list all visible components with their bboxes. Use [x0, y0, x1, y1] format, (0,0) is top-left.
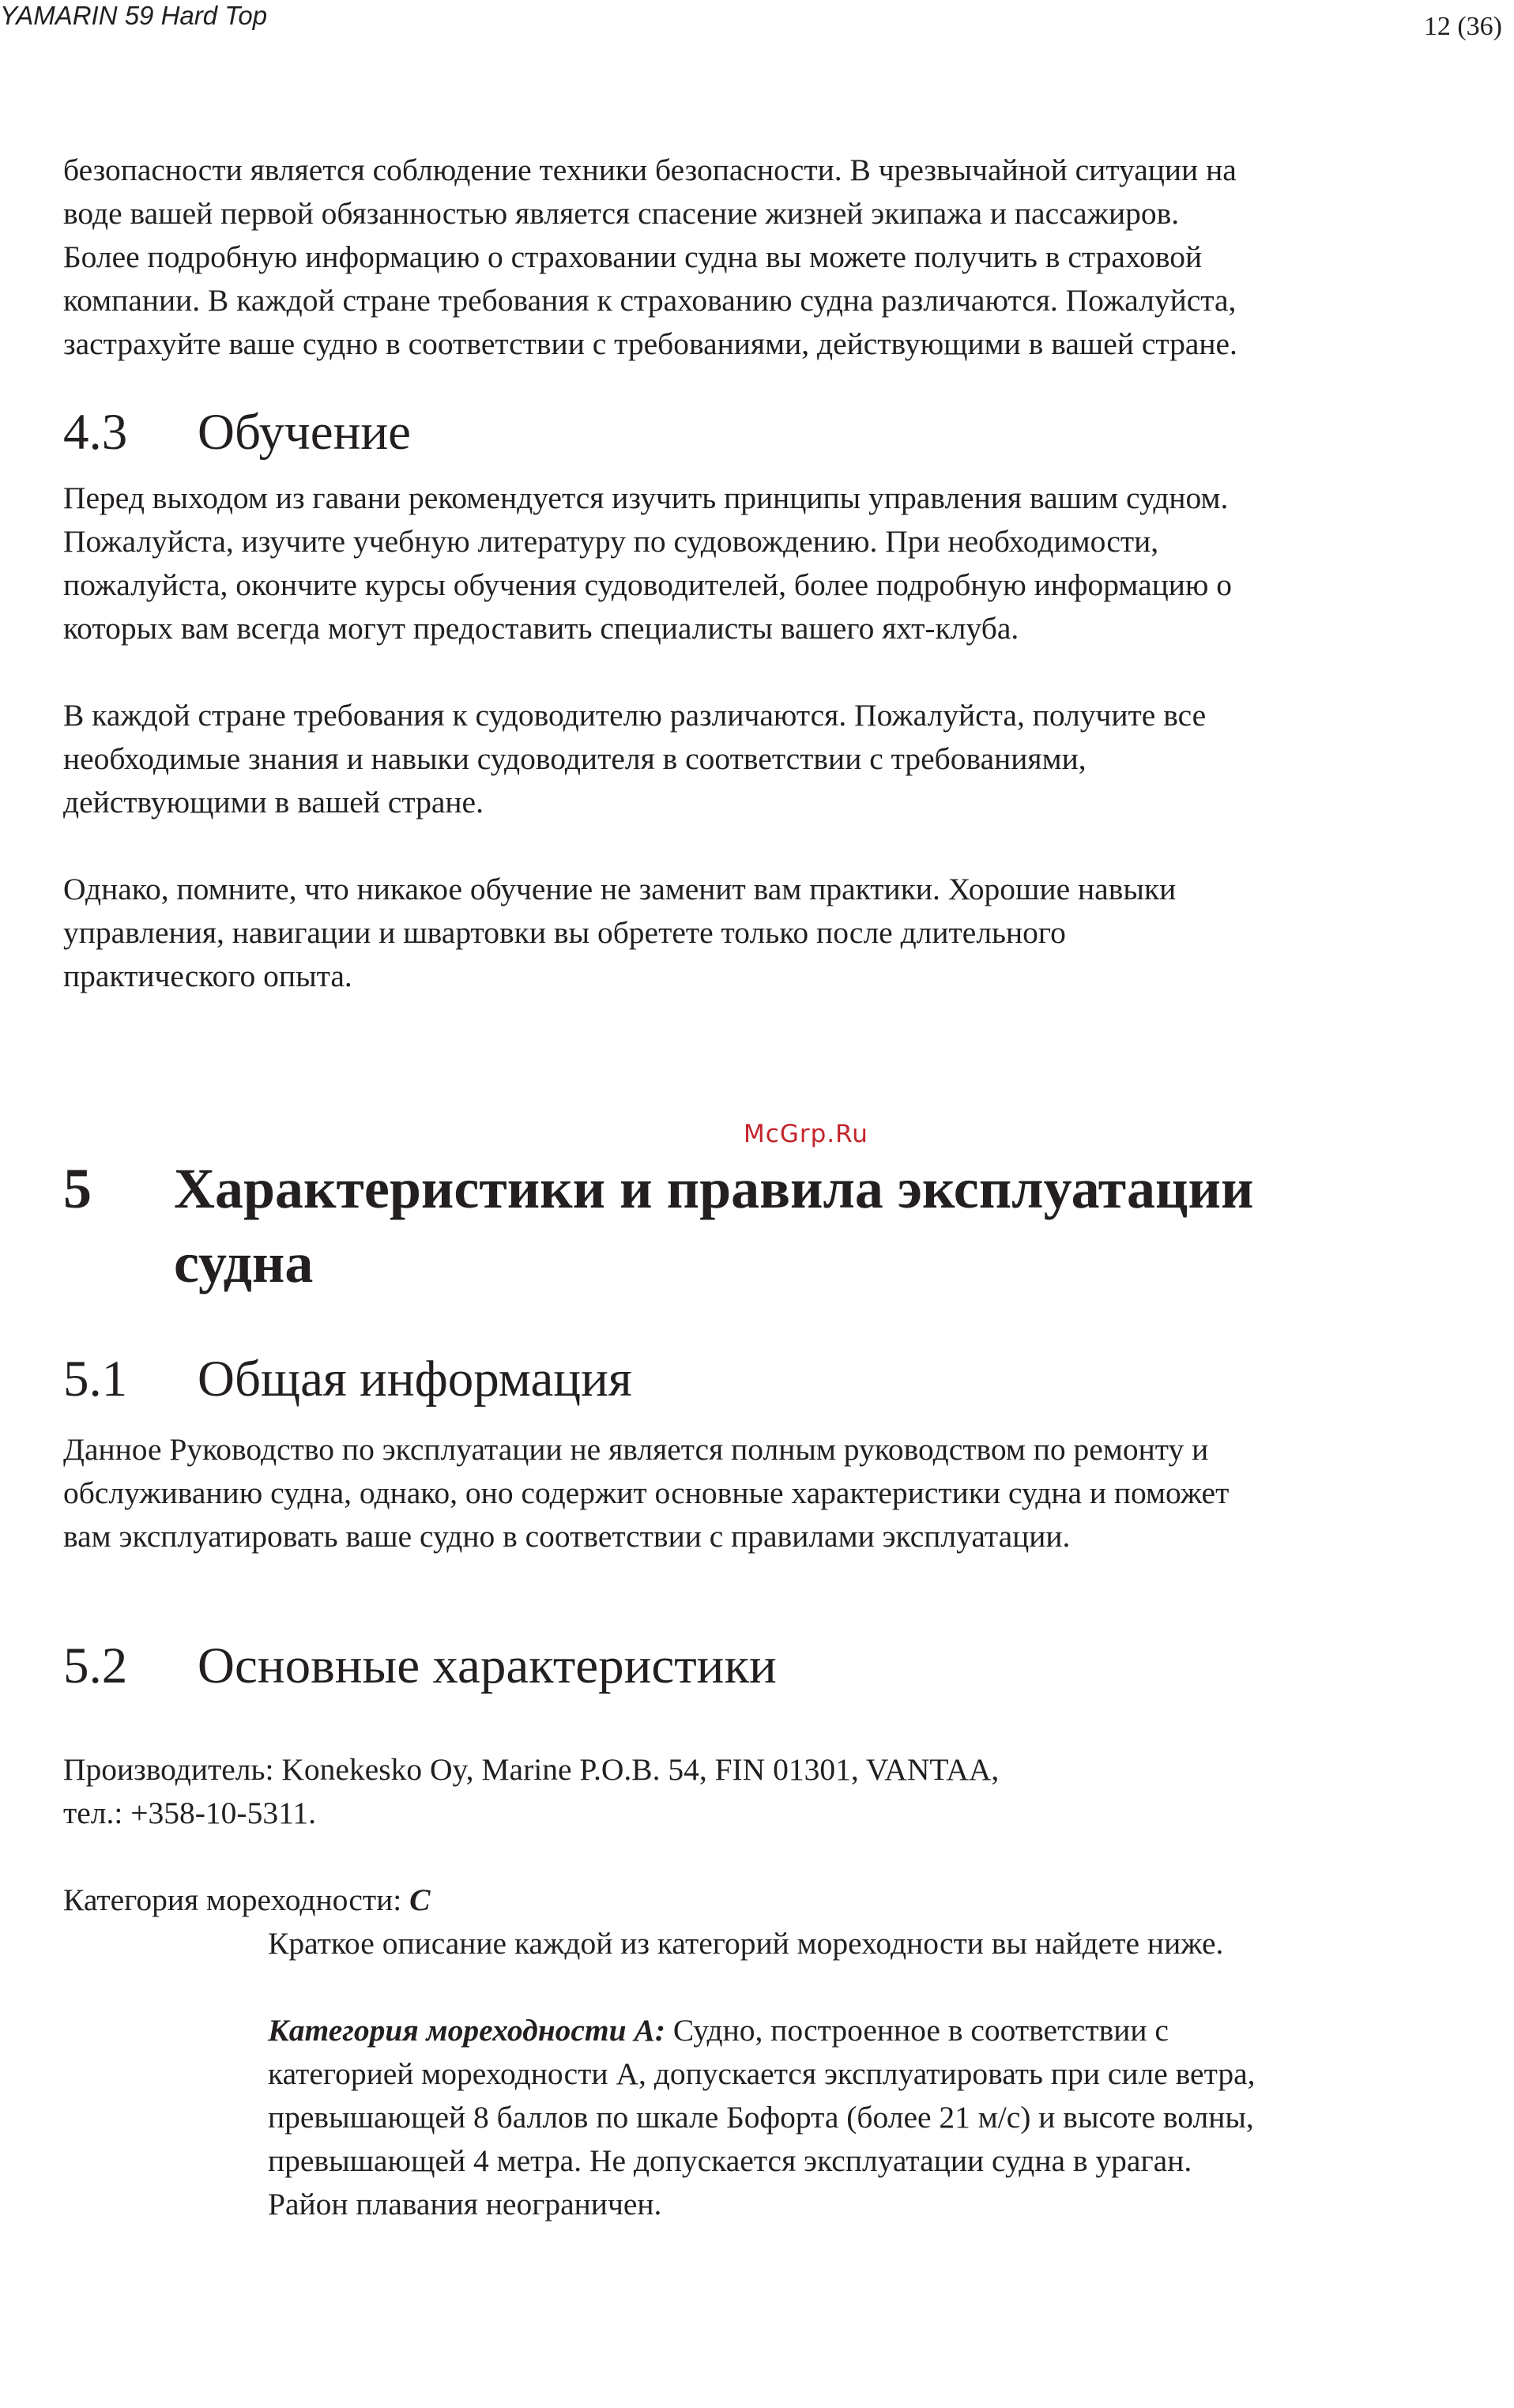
section-title: Общая информация — [198, 1351, 632, 1407]
text-line: категорией мореходности А, допускается эксплуатировать при силе ветра, — [268, 2056, 1256, 2091]
text-line: компании. В каждой стране требования к страхованию судна различаются. Пожалуйста, — [63, 283, 1237, 318]
section-heading-5-1 — [63, 1347, 1501, 1411]
section-heading-4-3 — [63, 401, 1501, 464]
chapter-heading-5 — [63, 1151, 1501, 1300]
document-title: YAMARIN 59 Hard Top — [0, 1, 268, 30]
phone-line: тел.: +358-10-5311. — [63, 1796, 316, 1830]
text-line: пожалуйста, окончите курсы обучения судоводителей, более подробную информацию о — [63, 567, 1233, 602]
category-a-description — [268, 2009, 1501, 2226]
section-title: Основные характеристики — [198, 1637, 777, 1694]
text-line: Данное Руководство по эксплуатации не является полным руководством по ремонту и — [63, 1432, 1209, 1467]
category-note: Краткое описание каждой из категорий мореходности вы найдете ниже. — [268, 1926, 1224, 1961]
text-line: практического опыта. — [63, 959, 352, 993]
text-line: застрахуйте ваше судно в соответствии с требованиями, действующими в вашей стране. — [63, 326, 1237, 361]
text-line: действующими в вашей стране. — [63, 785, 484, 820]
section-number: 4.3 — [63, 404, 128, 461]
text-line: обслуживанию судна, однако, оно содержит основные характеристики судна и поможет — [63, 1475, 1230, 1510]
text-line: Однако, помните, что никакое обучение не заменит вам практики. Хорошие навыки — [63, 872, 1177, 906]
text-line: Перед выходом из гавани рекомендуется изучить принципы управления вашим судном. — [63, 480, 1229, 515]
training-paragraph-2 — [63, 694, 1501, 824]
text-line: воде вашей первой обязанностью является спасение жизней экипажа и пассажиров. — [63, 196, 1180, 231]
section-heading-5-2 — [63, 1634, 1501, 1698]
training-paragraph-3 — [63, 868, 1501, 998]
seaworthiness-category — [63, 1879, 1501, 1922]
training-paragraph-1 — [63, 477, 1501, 650]
chapter-number: 5 — [63, 1157, 92, 1220]
section-title: Обучение — [198, 404, 411, 461]
text-line: превышающей 4 метра. Не допускается эксплуатации судна в ураган. — [268, 2143, 1192, 2178]
watermark-link[interactable]: McGrp.Ru — [744, 1120, 868, 1148]
section-number: 5.1 — [63, 1351, 128, 1407]
section-number: 5.2 — [63, 1637, 128, 1694]
category-a-label: Категория мореходности A: — [268, 2013, 665, 2048]
category-value: C — [409, 1882, 431, 1917]
chapter-title-line: Характеристики и правила эксплуатации — [174, 1157, 1254, 1220]
chapter-title-line: судна — [174, 1231, 314, 1294]
text-line: которых вам всегда могут предоставить специалисты вашего яхт-клуба. — [63, 611, 1019, 646]
chapter-title — [174, 1151, 1438, 1300]
manufacturer-info — [63, 1748, 1501, 1835]
category-a-text: Судно, построенное в соответствии с — [665, 2013, 1169, 2048]
general-info-paragraph — [63, 1428, 1501, 1558]
intro-paragraph — [63, 149, 1501, 366]
text-line: превышающей 8 баллов по шкале Бофорта (более 21 м/с) и высоте волны, — [268, 2100, 1254, 2135]
page-content — [63, 149, 1501, 2226]
text-line: В каждой стране требования к судоводителю различаются. Пожалуйста, получите все — [63, 698, 1207, 733]
manufacturer-line: Производитель: Konekesko Oy, Marine P.O.B. 54, FIN 01301, VANTAA, — [63, 1752, 1000, 1787]
text-line: необходимые знания и навыки судоводителя в соответствии с требованиями, — [63, 741, 1087, 776]
text-line: Пожалуйста, изучите учебную литературу по судовождению. При необходимости, — [63, 524, 1159, 559]
text-line: вам эксплуатировать ваше судно в соответствии с правилами эксплуатации. — [63, 1519, 1071, 1554]
text-line: Район плавания неограничен. — [268, 2187, 662, 2221]
text-line: управления, навигации и швартовки вы обретете только после длительного — [63, 915, 1066, 950]
text-line: безопасности является соблюдение техники безопасности. В чрезвычайной ситуации на — [63, 153, 1237, 187]
text-line: Более подробную информацию о страховании судна вы можете получить в страховой — [63, 239, 1203, 274]
category-label: Категория мореходности: — [63, 1882, 410, 1917]
text-line — [268, 2009, 1501, 2052]
page-number: 12 (36) — [1423, 12, 1502, 41]
